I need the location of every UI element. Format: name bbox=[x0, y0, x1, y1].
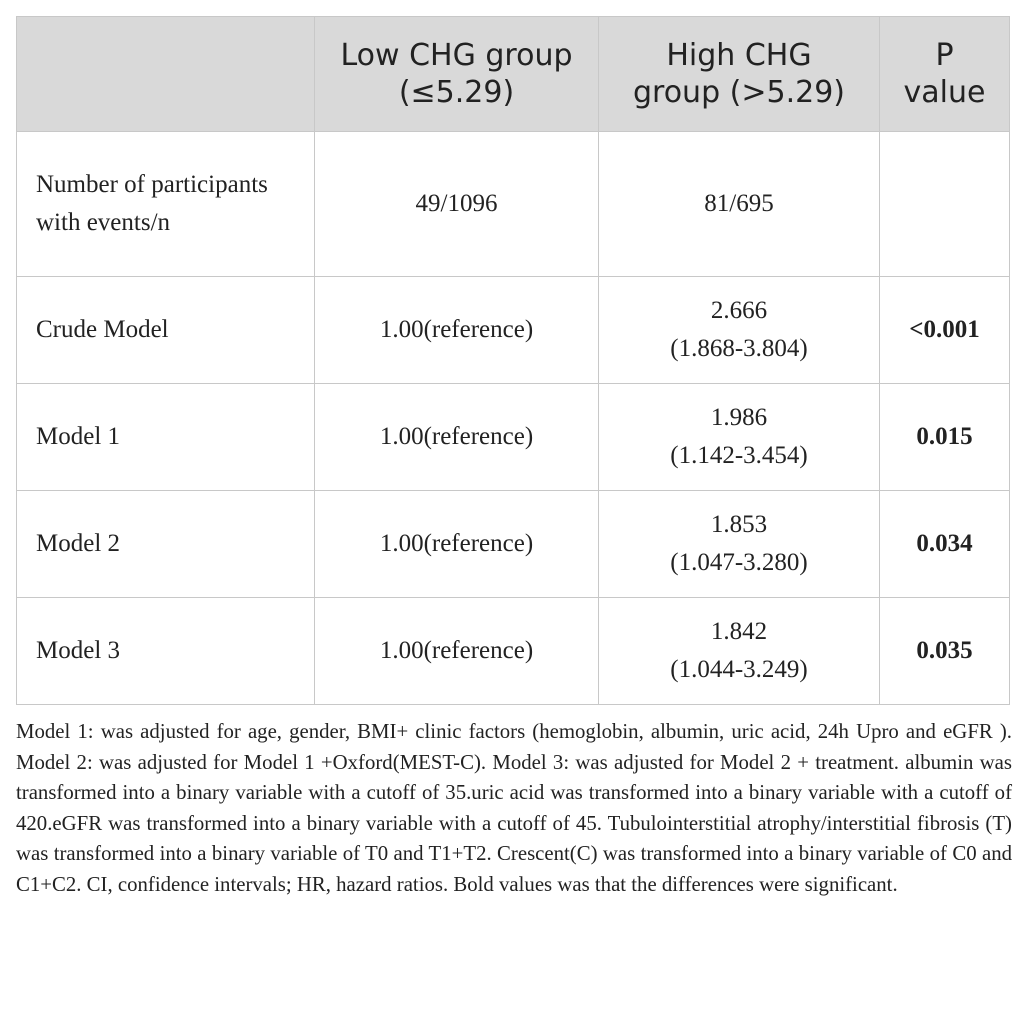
hr-ci: (1.044-3.249) bbox=[670, 656, 808, 683]
header-empty bbox=[17, 17, 315, 132]
row-label: Number of participants with events/n bbox=[17, 132, 315, 277]
low-chg-value: 1.00(reference) bbox=[315, 491, 599, 598]
hr-ci: (1.868-3.804) bbox=[670, 335, 808, 362]
header-p-value: P value bbox=[880, 17, 1010, 132]
table-header-row bbox=[17, 17, 1010, 132]
low-chg-value: 1.00(reference) bbox=[315, 277, 599, 384]
hr-value: 1.986 bbox=[710, 404, 768, 431]
table-row bbox=[17, 132, 1010, 277]
table-footnote: Model 1: was adjusted for age, gender, BMI+ clinic factors (hemoglobin, albumin, uric acid, 24h Upro and eGFR ). Model 2: was adjusted for Model 1 +Oxford(MEST-C). Model 3: was adjusted for Model 2 + treatment. albumin was transformed into a binary variable with a cutoff of 35.uric acid was transformed into a binary variable with a cutoff of 420.eGFR was transformed into a binary variable with a cutoff of 45. Tubulointerstitial atrophy/interstitial fibrosis (T) was transformed into a binary variable of T0 and T1+T2. Crescent(C) was transformed into a binary variable of C0 and C1+C2. CI, confidence intervals; HR, hazard ratios. Bold values was that the differences were significant. bbox=[16, 720, 1012, 896]
hr-value: 1.842 bbox=[710, 618, 768, 645]
row-label: Model 3 bbox=[17, 598, 315, 705]
table-row bbox=[17, 491, 1010, 598]
high-chg-value bbox=[599, 598, 880, 705]
high-chg-value bbox=[599, 384, 880, 491]
p-value: 0.034 bbox=[880, 491, 1010, 598]
row-label: Crude Model bbox=[17, 277, 315, 384]
p-value bbox=[880, 132, 1010, 277]
p-value: 0.035 bbox=[880, 598, 1010, 705]
results-table-container bbox=[16, 16, 1009, 705]
low-chg-value: 1.00(reference) bbox=[315, 384, 599, 491]
hr-value: 2.666 bbox=[710, 297, 768, 324]
table-row bbox=[17, 277, 1010, 384]
low-chg-value: 1.00(reference) bbox=[315, 598, 599, 705]
low-chg-value: 49/1096 bbox=[315, 132, 599, 277]
table-row bbox=[17, 384, 1010, 491]
hr-value: 81/695 bbox=[704, 190, 774, 217]
hr-ci: (1.047-3.280) bbox=[670, 549, 808, 576]
header-low-chg: Low CHG group (≤5.29) bbox=[315, 17, 599, 132]
hazard-ratio-table bbox=[16, 16, 1010, 705]
header-high-chg: High CHG group (>5.29) bbox=[599, 17, 880, 132]
high-chg-value bbox=[599, 491, 880, 598]
row-label: Model 2 bbox=[17, 491, 315, 598]
high-chg-value bbox=[599, 277, 880, 384]
hr-ci: (1.142-3.454) bbox=[670, 442, 808, 469]
p-value: 0.015 bbox=[880, 384, 1010, 491]
table-row bbox=[17, 598, 1010, 705]
hr-value: 1.853 bbox=[710, 511, 768, 538]
p-value: <0.001 bbox=[880, 277, 1010, 384]
high-chg-value bbox=[599, 132, 880, 277]
row-label: Model 1 bbox=[17, 384, 315, 491]
